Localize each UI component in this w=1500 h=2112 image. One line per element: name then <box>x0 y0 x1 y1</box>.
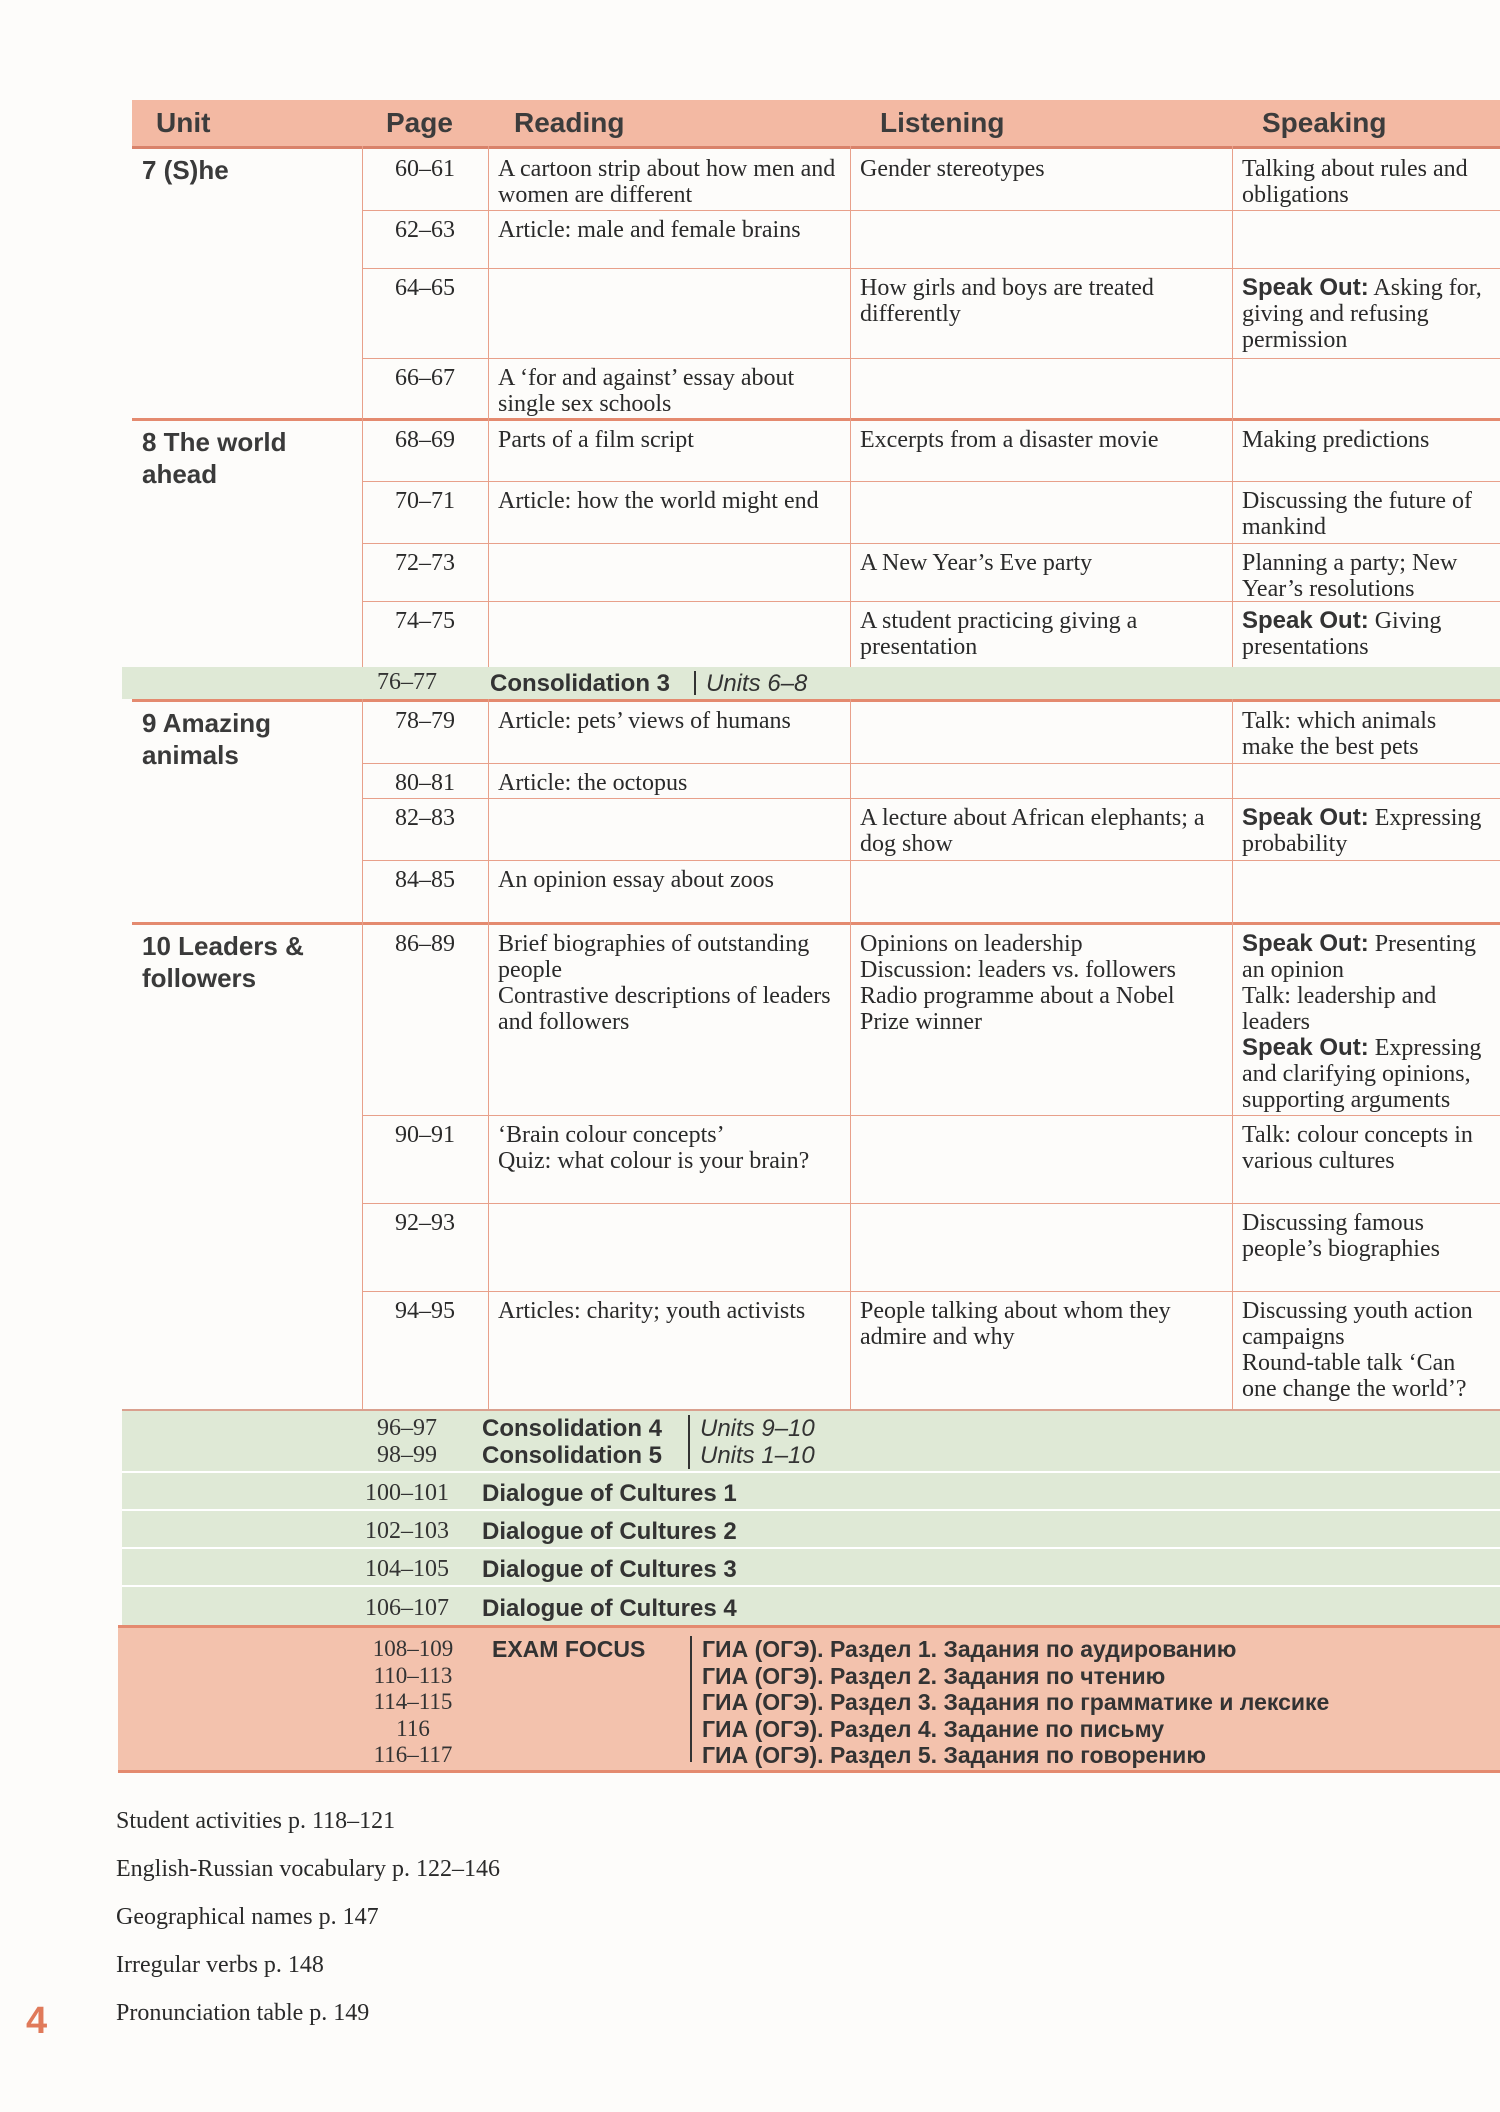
listening-cell <box>850 763 1232 798</box>
listening-cell: Opinions on leadership Discussion: leaders vs. followers Radio programme about a Nobel Prize winner <box>860 931 1176 1035</box>
band-title: Dialogue of Cultures 4 <box>482 1595 737 1622</box>
footer-reference: Pronunciation table p. 149 <box>116 2000 370 2026</box>
header-listening: Listening <box>880 107 1005 138</box>
unit-title: 9 Amazing animals <box>142 708 272 770</box>
speaking-cell: Discussing the future of mankind <box>1232 481 1500 543</box>
header-page: Page <box>386 107 453 138</box>
exam-focus-band <box>118 1625 1500 1773</box>
exam-page: 116 <box>396 1715 430 1741</box>
band-units: Units 9–10 <box>700 1415 815 1442</box>
band-title: Dialogue of Cultures 3 <box>482 1556 737 1583</box>
speaking-text: Presenting an opinion Talk: leadership and leaders <box>1242 931 1477 1035</box>
page-cell: 86–89 <box>395 931 455 957</box>
exam-task: ГИА (ОГЭ). Раздел 5. Задания по говорению <box>702 1742 1206 1768</box>
page-cell: 66–67 <box>362 358 488 418</box>
table-row <box>132 268 1500 358</box>
speak-out-label: Speak Out: <box>1242 1034 1369 1061</box>
listening-cell <box>850 1203 1232 1291</box>
table-row <box>132 1291 1500 1409</box>
band-separator <box>688 1415 690 1469</box>
reading-cell: Parts of a film script <box>498 427 694 453</box>
dialogue-band <box>122 1547 1500 1587</box>
table-row <box>132 210 1500 268</box>
column-rule <box>362 699 363 1409</box>
listening-cell <box>850 481 1232 543</box>
band-separator <box>694 671 696 695</box>
listening-cell <box>850 210 1232 268</box>
dialogue-band <box>122 1471 1500 1511</box>
reading-cell <box>488 268 850 358</box>
speak-out-label: Speak Out: <box>1242 930 1369 957</box>
band-title: Consolidation 5 <box>482 1442 662 1469</box>
reading-cell <box>488 798 850 860</box>
speaking-cell: Talk: which animals make the best pets <box>1242 708 1437 760</box>
dialogue-band <box>122 1509 1500 1549</box>
table-row <box>132 421 1500 481</box>
speaking-text: Expressing and clarifying opinions, supporting arguments <box>1242 1035 1482 1113</box>
column-rule <box>488 146 489 667</box>
header-unit: Unit <box>156 107 211 138</box>
page-cell: 70–71 <box>362 481 488 543</box>
reading-cell <box>488 1203 850 1291</box>
unit-title: 10 Leaders & followers <box>142 931 304 993</box>
reading-cell: Article: pets’ views of humans <box>498 708 791 734</box>
speak-out-label: Speak Out: <box>1242 274 1369 301</box>
consolidation-band <box>122 667 1500 699</box>
band-page: 104–105 <box>365 1556 449 1582</box>
table-row <box>132 860 1500 922</box>
unit-title: 8 The world ahead <box>142 427 287 489</box>
exam-focus-label: EXAM FOCUS <box>492 1636 646 1662</box>
listening-cell: How girls and boys are treated differently <box>850 268 1232 358</box>
listening-cell <box>850 358 1232 418</box>
table-row <box>132 543 1500 601</box>
unit-title: 7 (S)he <box>142 155 229 185</box>
table-row <box>132 798 1500 860</box>
footer-reference: Geographical names p. 147 <box>116 1904 379 1930</box>
footer-reference: English-Russian vocabulary p. 122–146 <box>116 1856 500 1882</box>
speaking-text: Asking for, giving and refusing permission <box>1242 275 1482 353</box>
exam-task: ГИА (ОГЭ). Раздел 2. Задания по чтению <box>702 1662 1166 1689</box>
speaking-cell <box>1232 925 1500 1115</box>
listening-cell: A New Year’s Eve party <box>850 543 1232 601</box>
exam-tasks <box>702 1636 1329 1769</box>
page-cell: 94–95 <box>362 1291 488 1409</box>
listening-cell: Excerpts from a disaster movie <box>860 427 1159 453</box>
band-page: 100–101 <box>365 1480 449 1506</box>
speaking-cell: Making predictions <box>1242 427 1430 453</box>
speak-out-label: Speak Out: <box>1242 804 1369 831</box>
speak-out-label: Speak Out: <box>1242 607 1369 634</box>
footer-reference: Student activities p. 118–121 <box>116 1808 396 1834</box>
table-row <box>132 150 1500 210</box>
table-header <box>132 100 1500 149</box>
reading-cell: Brief biographies of outstanding people Contrastive descriptions of leaders and followers <box>498 931 831 1035</box>
page-cell: 64–65 <box>362 268 488 358</box>
listening-cell: A lecture about African elephants; a dog show <box>850 798 1232 860</box>
listening-cell: Gender stereotypes <box>860 156 1045 182</box>
column-rule <box>1232 146 1233 667</box>
page-cell: 78–79 <box>395 708 455 734</box>
exam-page: 114–115 <box>373 1689 453 1714</box>
header-reading: Reading <box>514 107 625 138</box>
band-units: Units 6–8 <box>706 670 808 697</box>
exam-task: ГИА (ОГЭ). Раздел 4. Задание по письму <box>702 1715 1165 1742</box>
speaking-cell: Discussing famous people’s biographies <box>1232 1203 1500 1291</box>
band-page: 106–107 <box>365 1595 449 1621</box>
speaking-cell: Planning a party; New Year’s resolutions <box>1232 543 1500 601</box>
band-page: 98–99 <box>377 1442 437 1468</box>
table-row <box>132 763 1500 798</box>
listening-cell <box>850 1115 1232 1203</box>
page-cell: 72–73 <box>362 543 488 601</box>
consolidation-band <box>122 1409 1500 1473</box>
exam-page: 108–109 <box>372 1636 454 1661</box>
exam-page: 110–113 <box>373 1662 453 1688</box>
exam-separator <box>690 1636 692 1762</box>
speaking-cell <box>1232 268 1500 358</box>
page-cell: 62–63 <box>362 210 488 268</box>
table-row <box>132 1203 1500 1291</box>
reading-cell: Article: the octopus <box>488 763 850 798</box>
speaking-cell <box>1232 763 1500 798</box>
speaking-cell <box>1232 210 1500 268</box>
band-title: Consolidation 3 <box>490 670 670 697</box>
band-page: 76–77 <box>377 669 437 695</box>
table-row <box>132 481 1500 543</box>
table-row <box>132 601 1500 667</box>
exam-task: ГИА (ОГЭ). Раздел 1. Задания по аудированию <box>702 1636 1237 1662</box>
reading-cell: An opinion essay about zoos <box>488 860 850 922</box>
reading-cell <box>488 543 850 601</box>
page-cell: 82–83 <box>362 798 488 860</box>
table-row <box>132 358 1500 418</box>
listening-cell: People talking about whom they admire and why <box>850 1291 1232 1409</box>
table-row <box>132 925 1500 1115</box>
column-rule <box>850 146 851 667</box>
band-page: 102–103 <box>365 1518 449 1544</box>
speaking-text: Expressing probability <box>1242 805 1482 857</box>
exam-page: 116–117 <box>373 1742 453 1767</box>
reading-cell: Articles: charity; youth activists <box>488 1291 850 1409</box>
table-row <box>132 702 1500 763</box>
speaking-cell <box>1232 601 1500 667</box>
page-cell: 90–91 <box>362 1115 488 1203</box>
reading-cell <box>488 601 850 667</box>
exam-task: ГИА (ОГЭ). Раздел 3. Задания по грамматике и лексике <box>702 1689 1330 1715</box>
band-title: Dialogue of Cultures 1 <box>482 1480 737 1507</box>
header-speaking: Speaking <box>1262 107 1387 138</box>
column-rule <box>850 699 851 1409</box>
reading-cell: A ‘for and against’ essay about single sex schools <box>488 358 850 418</box>
band-units: Units 1–10 <box>700 1442 815 1469</box>
table-row <box>132 1115 1500 1203</box>
page-cell: 80–81 <box>362 763 488 798</box>
listening-cell: A student practicing giving a presentation <box>850 601 1232 667</box>
reading-cell: Article: male and female brains <box>488 210 850 268</box>
footer-reference: Irregular verbs p. 148 <box>116 1952 324 1978</box>
speaking-cell <box>1232 358 1500 418</box>
reading-cell: ‘Brain colour concepts’ Quiz: what colour is your brain? <box>488 1115 850 1203</box>
band-title: Consolidation 4 <box>482 1415 662 1442</box>
page-cell: 74–75 <box>362 601 488 667</box>
dialogue-band <box>122 1585 1500 1627</box>
listening-cell <box>850 702 1232 763</box>
speaking-text: Giving presentations <box>1242 608 1442 660</box>
speaking-cell: Talk: colour concepts in various cultures <box>1232 1115 1500 1203</box>
listening-cell <box>850 860 1232 922</box>
speaking-cell: Talking about rules and obligations <box>1242 156 1468 208</box>
band-page: 96–97 <box>377 1415 437 1441</box>
speaking-cell <box>1232 798 1500 860</box>
reading-cell: Article: how the world might end <box>488 481 850 543</box>
band-title: Dialogue of Cultures 2 <box>482 1518 737 1545</box>
page-cell: 92–93 <box>362 1203 488 1291</box>
column-rule <box>488 699 489 1409</box>
speaking-cell <box>1232 860 1500 922</box>
page-number: 4 <box>26 2000 48 2042</box>
reading-cell: A cartoon strip about how men and women are different <box>498 156 836 208</box>
column-rule <box>1232 699 1233 1409</box>
page-cell: 68–69 <box>395 427 455 453</box>
exam-pages <box>348 1636 478 1769</box>
page-cell: 60–61 <box>395 156 455 182</box>
speaking-cell: Discussing youth action campaigns Round-table talk ‘Can one change the world’? <box>1232 1291 1500 1409</box>
column-rule <box>362 146 363 667</box>
page-cell: 84–85 <box>362 860 488 922</box>
